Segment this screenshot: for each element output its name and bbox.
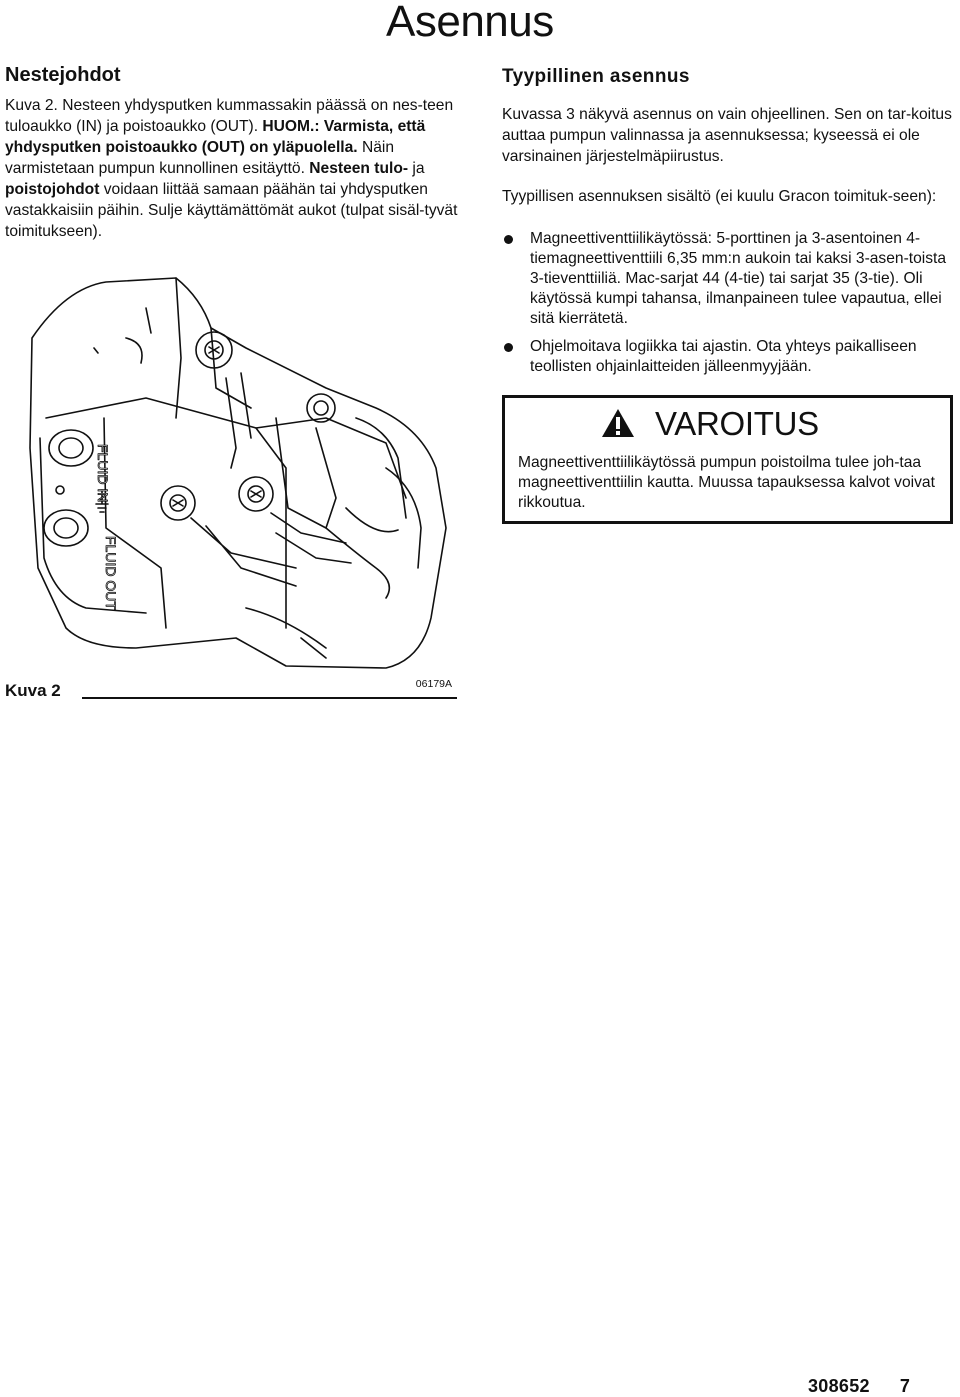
figure-code: 06179A (415, 678, 452, 690)
warning-box (502, 395, 953, 524)
para-segment: Näin varmistetaan pumpun kunnollinen esitäyttö. (5, 139, 395, 177)
para-segment-bold: HUOM.: Varmista, että yhdysputken poistoaukko (OUT) on yläpuolella. (5, 118, 426, 156)
fluid-in-label: FLUID IN (95, 444, 111, 503)
figure-caption-label: Kuva 2 (5, 681, 61, 700)
bullet-icon (504, 343, 513, 352)
list-item (502, 337, 957, 377)
page-title: Asennus (386, 0, 554, 46)
fluid-lines-paragraph (5, 95, 463, 242)
section-heading-fluid-lines: Nestejohdot (5, 64, 121, 86)
para-segment-bold: Nesteen tulo- (309, 160, 409, 177)
para-segment: Kuva 2. Nesteen yhdysputken kummassakin päässä on nes-teen tuloaukko (IN) ja poistoaukko (OUT). (5, 97, 454, 135)
bullet-icon (504, 235, 513, 244)
page-footer (808, 1376, 910, 1397)
typical-installation-contents: Tyypillisen asennuksen sisältö (ei kuulu Gracon toimituk-seen): (502, 188, 937, 205)
page-number: 7 (899, 1376, 911, 1396)
warning-title: VAROITUS (655, 405, 819, 442)
warning-text: Magneettiventtiilikäytössä pumpun poistoilma tulee joh-taa magneettiventtiilin kautta. Muussa tapauksessa kalvot voivat rikkoutua. (518, 454, 935, 511)
para-segment: ja (408, 160, 425, 177)
fluid-out-label: FLUID OUT (103, 536, 119, 610)
section-heading-typical-installation: Tyypillinen asennus (502, 66, 690, 87)
installation-bullet-list (502, 229, 957, 385)
list-item-text: Magneettiventtiilikäytössä: 5-porttinen ja 3-asentoinen 4-tiemagneettiventtiili 6,35 mm:n aukoin tai kaksi 3-asen-toista 3-tieventtiiliä. Mac-sarjat 44 (4-tie) tai sarjat 35 (3-tie). Oli käytössä kumpi tahansa, ilmanpaineen tulee vapautua, ellei sitä kierrätetä. (530, 230, 947, 327)
pump-manifold-illustration (26, 268, 466, 673)
list-item-text: Ohjelmoitava logiikka tai ajastin. Ota yhteys paikalliseen teollisten ohjainlaitteiden jälleenmyyjään. (530, 338, 917, 375)
figure-caption (5, 678, 460, 705)
doc-number: 308652 (808, 1376, 870, 1396)
para-segment: voidaan liittää samaan päähän tai yhdysputken vastakkaisiin päihin. Sulje käyttämättömät aukot (tulpat sisäl-tyvät toimitukseen). (5, 181, 458, 240)
caption-rule (82, 697, 457, 699)
para-segment-bold: poistojohdot (5, 181, 100, 198)
typical-installation-intro: Kuvassa 3 näkyvä asennus on vain ohjeellinen. Sen on tar-koitus auttaa pumpun valinnassa ja asennuksessa; kyseessä ei ole varsinainen järjestelmäpiirustus. (502, 106, 952, 165)
warning-header (505, 402, 950, 442)
warning-triangle-icon (601, 408, 635, 438)
list-item (502, 229, 957, 329)
